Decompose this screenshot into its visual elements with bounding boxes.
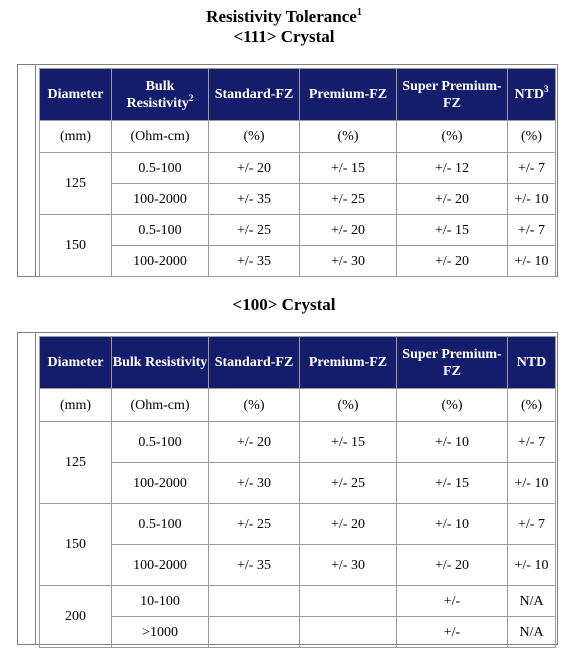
- value-cell: +/- 30: [300, 246, 397, 277]
- table-row: [40, 153, 556, 184]
- value-cell: +/- 7: [508, 215, 556, 246]
- value-cell: [209, 617, 300, 648]
- resistivity-table-111: [39, 68, 556, 277]
- section-title-100: <100> Crystal: [232, 295, 336, 314]
- value-cell: 100-2000: [112, 184, 209, 215]
- value-cell: +/- 20: [397, 545, 508, 586]
- diameter-cell: 150: [40, 504, 112, 586]
- value-cell: +/- 20: [300, 504, 397, 545]
- column-header: Bulk Resistivity$^2$: [112, 69, 209, 121]
- table-row: [40, 617, 556, 648]
- column-header: Bulk Resistivity: [112, 337, 209, 389]
- value-cell: [300, 586, 397, 617]
- column-header: NTD: [508, 337, 556, 389]
- value-cell: +/- 15: [300, 422, 397, 463]
- value-cell: +/- 10: [508, 545, 556, 586]
- column-header: Super Premium-FZ: [397, 69, 508, 121]
- value-cell: +/- 7: [508, 153, 556, 184]
- column-header: Super Premium-FZ: [397, 337, 508, 389]
- value-cell: +/- 20: [397, 246, 508, 277]
- value-cell: +/- 10: [508, 463, 556, 504]
- unit-cell: (%): [209, 389, 300, 422]
- unit-cell: (%): [397, 389, 508, 422]
- diameter-cell: 200: [40, 586, 112, 648]
- diameter-cell: 150: [40, 215, 112, 277]
- column-header: Premium-FZ: [300, 337, 397, 389]
- column-header: Diameter: [40, 337, 112, 389]
- table-row: [40, 586, 556, 617]
- resistivity-table-100: [39, 336, 556, 648]
- header-row: [40, 337, 556, 389]
- value-cell: +/- 12: [397, 153, 508, 184]
- column-header: NTD$^3$: [508, 69, 556, 121]
- table-row: [40, 463, 556, 504]
- column-header: Standard-FZ: [209, 69, 300, 121]
- column-header: Premium-FZ: [300, 69, 397, 121]
- value-cell: +/- 15: [300, 153, 397, 184]
- value-cell: 0.5-100: [112, 422, 209, 463]
- value-cell: +/- 30: [209, 463, 300, 504]
- unit-cell: (Ohm-cm): [112, 389, 209, 422]
- unit-cell: (mm): [40, 389, 112, 422]
- value-cell: [209, 586, 300, 617]
- units-row: [40, 389, 556, 422]
- value-cell: +/- 20: [209, 153, 300, 184]
- value-cell: +/- 25: [300, 463, 397, 504]
- value-cell: 0.5-100: [112, 215, 209, 246]
- column-header: Diameter: [40, 69, 112, 121]
- unit-cell: (%): [508, 121, 556, 153]
- table-row: [40, 504, 556, 545]
- unit-cell: (mm): [40, 121, 112, 153]
- header-row: [40, 69, 556, 121]
- table-row: [40, 215, 556, 246]
- unit-cell: (%): [209, 121, 300, 153]
- page-title: Resistivity Tolerance$^1$: [206, 7, 362, 26]
- table-frame-100: [17, 332, 558, 645]
- value-cell: +/- 35: [209, 246, 300, 277]
- value-cell: >1000: [112, 617, 209, 648]
- value-cell: +/- 15: [397, 463, 508, 504]
- value-cell: +/- 15: [397, 215, 508, 246]
- value-cell: +/-: [397, 586, 508, 617]
- value-cell: +/-: [397, 617, 508, 648]
- value-cell: +/- 20: [209, 422, 300, 463]
- table-row: [40, 422, 556, 463]
- value-cell: +/- 20: [397, 184, 508, 215]
- unit-cell: (%): [300, 121, 397, 153]
- value-cell: 0.5-100: [112, 153, 209, 184]
- value-cell: +/- 20: [300, 215, 397, 246]
- table-row: [40, 246, 556, 277]
- value-cell: +/- 30: [300, 545, 397, 586]
- section-title-111: <111> Crystal: [233, 27, 335, 46]
- table-row: [40, 545, 556, 586]
- unit-cell: (Ohm-cm): [112, 121, 209, 153]
- unit-cell: (%): [508, 389, 556, 422]
- value-cell: 10-100: [112, 586, 209, 617]
- value-cell: N/A: [508, 617, 556, 648]
- column-header: Standard-FZ: [209, 337, 300, 389]
- value-cell: +/- 35: [209, 184, 300, 215]
- table-frame-111: [17, 64, 558, 277]
- value-cell: +/- 7: [508, 504, 556, 545]
- value-cell: 100-2000: [112, 545, 209, 586]
- table-row: [40, 184, 556, 215]
- value-cell: +/- 25: [209, 215, 300, 246]
- value-cell: +/- 10: [508, 184, 556, 215]
- value-cell: +/- 10: [508, 246, 556, 277]
- diameter-cell: 125: [40, 153, 112, 215]
- value-cell: 100-2000: [112, 463, 209, 504]
- unit-cell: (%): [397, 121, 508, 153]
- value-cell: +/- 10: [397, 504, 508, 545]
- value-cell: +/- 35: [209, 545, 300, 586]
- value-cell: 100-2000: [112, 246, 209, 277]
- value-cell: [300, 617, 397, 648]
- value-cell: 0.5-100: [112, 504, 209, 545]
- value-cell: N/A: [508, 586, 556, 617]
- value-cell: +/- 7: [508, 422, 556, 463]
- value-cell: +/- 25: [300, 184, 397, 215]
- diameter-cell: 125: [40, 422, 112, 504]
- value-cell: +/- 10: [397, 422, 508, 463]
- unit-cell: (%): [300, 389, 397, 422]
- value-cell: +/- 25: [209, 504, 300, 545]
- units-row: [40, 121, 556, 153]
